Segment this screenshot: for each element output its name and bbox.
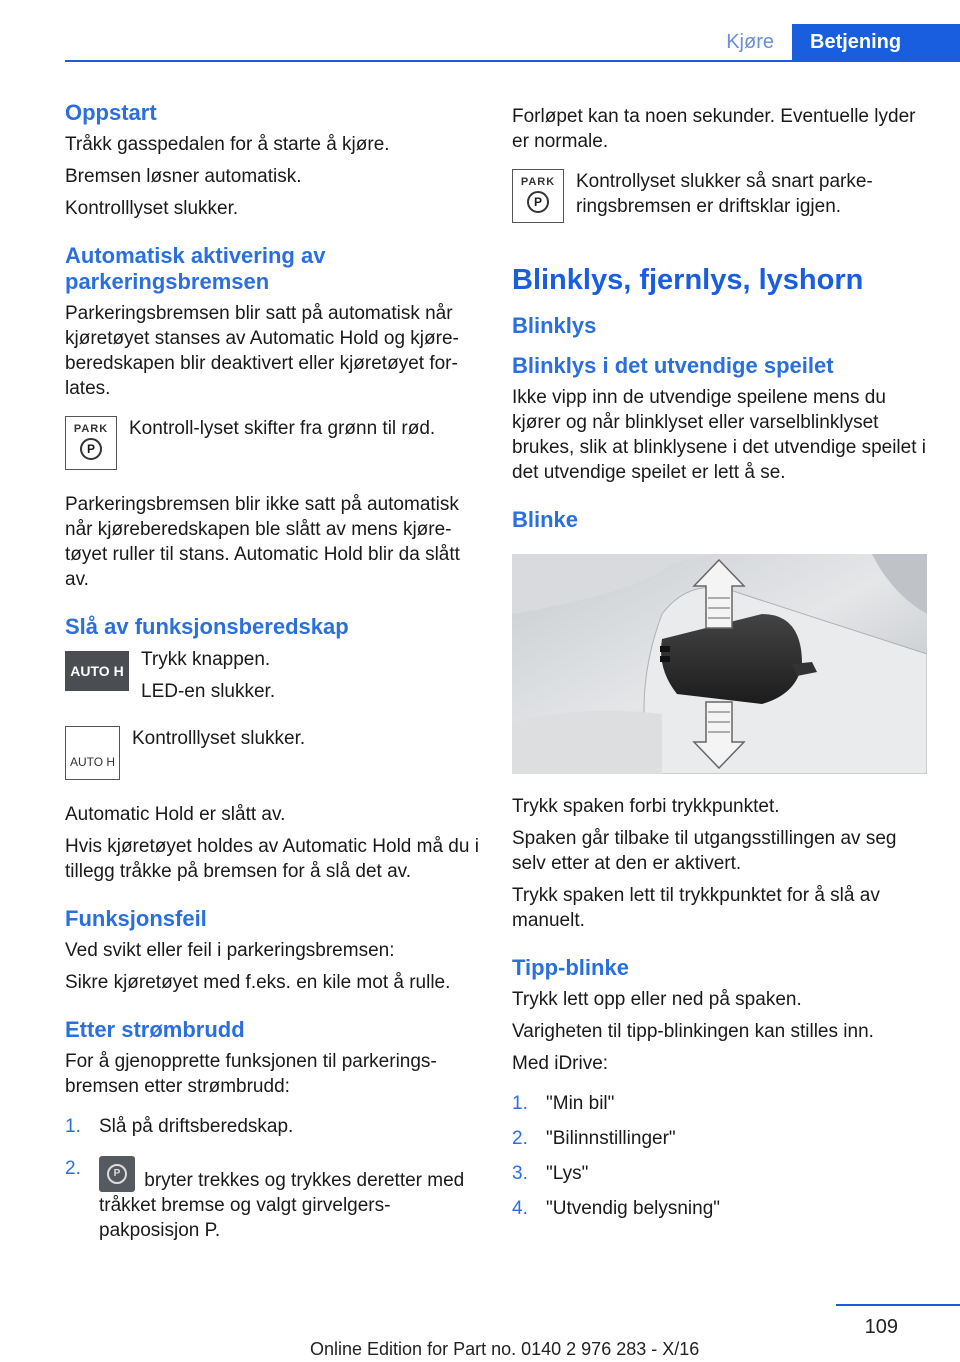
paragraph: Med iDrive: — [512, 1053, 609, 1074]
list-number: 3. — [512, 1163, 528, 1184]
list-number: 4. — [512, 1198, 528, 1219]
paragraph: Forløpet kan ta noen sekunder. Eventuelle lyder er normale. — [512, 106, 916, 152]
paragraph: Hvis kjøretøyet holdes av Automatic Hold må du i tillegg tråkke på bremsen for å slå det av. — [65, 836, 479, 882]
paragraph: Trykk knappen. — [141, 649, 271, 670]
list-item — [65, 1156, 480, 1243]
tab-kjore[interactable]: Kjøre — [726, 31, 774, 53]
autoh-indicator-row — [65, 726, 480, 780]
heading-funksjonsfeil: Funksjonsfeil — [65, 906, 207, 931]
park-brake-icon — [65, 416, 117, 470]
list-text-with-icon — [99, 1156, 480, 1243]
park-icon-label: PARK — [73, 423, 109, 435]
paragraph: Parkeringsbremsen blir ikke satt på automatisk når kjøreberedskapen ble slått av mens kjøretøyet ruller til stans. Automatic Hold blir da slått av. — [65, 494, 460, 590]
list-text: "Bilinnstillinger" — [546, 1128, 676, 1149]
paragraph: Automatic Hold er slått av. — [65, 804, 286, 825]
turn-signal-lever-illustration — [512, 554, 927, 774]
list-number: 1. — [65, 1116, 81, 1137]
paragraph: Tråkk gasspedalen for å starte å kjøre. — [65, 134, 390, 155]
heading-blinke: Blinke — [512, 507, 579, 532]
paragraph: Trykk spaken forbi trykkpunktet. — [512, 796, 780, 817]
auto-h-button-icon — [65, 651, 129, 691]
page-number: 109 — [864, 1316, 898, 1338]
park-icon-p: P — [80, 438, 102, 460]
auto-h-indicator-label: AUTO H — [65, 726, 120, 780]
footer-edition: Online Edition for Part no. 0140 2 976 283 - X/16 — [310, 1339, 700, 1359]
paragraph: Ikke vipp inn de utvendige speilene mens du kjører og når blinklyset eller varselblinklyset brukes, slik at blinklysene i det utvendige speilet i det utvendige speilet er lett å se. — [512, 387, 927, 483]
paragraph: Sikre kjøretøyet med f.eks. en kile mot å rulle. — [65, 972, 451, 993]
park-icon-p: P — [527, 191, 549, 213]
list-text: "Lys" — [546, 1163, 589, 1184]
heading-automatisk-aktivering: Automatisk aktivering av parkeringsbremsen — [65, 243, 326, 294]
heading-oppstart: Oppstart — [65, 100, 157, 125]
left-column — [65, 100, 480, 1253]
auto-h-label: AUTO H — [65, 651, 129, 691]
list-item — [512, 1126, 927, 1151]
autoh-button-row — [65, 647, 480, 704]
list-text: "Utvendig belysning" — [546, 1198, 721, 1219]
list-item — [512, 1196, 927, 1221]
paragraph: For å gjenopprette funksjonen til parkeringsbremsen etter strømbrudd: — [65, 1051, 437, 1097]
parking-brake-switch-icon — [99, 1156, 135, 1192]
list-number: 2. — [65, 1158, 81, 1179]
parking-brake-p-glyph: P — [107, 1164, 127, 1184]
heading-tipp-blinke: Tipp-blinke — [512, 955, 629, 980]
park-indicator-row-2 — [512, 169, 927, 223]
header-tabs — [726, 24, 960, 62]
list-item — [65, 1114, 480, 1139]
list-item — [512, 1091, 927, 1116]
list-item — [512, 1161, 927, 1186]
paragraph: Trykk spaken lett til trykkpunktet for å slå av manuelt. — [512, 885, 880, 931]
tab-betjening[interactable]: Betjening — [792, 24, 960, 62]
paragraph: Spaken går tilbake til utgangsstillingen av seg selv etter at den er aktivert. — [512, 828, 897, 874]
heading-blinklys: Blinklys — [512, 313, 597, 338]
heading-blinklys-speilet: Blinklys i det utvendige speilet — [512, 353, 834, 378]
list-text: "Min bil" — [546, 1093, 615, 1114]
paragraph: LED-en slukker. — [141, 681, 276, 702]
header-rule — [65, 60, 960, 62]
park-indicator-row — [65, 416, 480, 470]
paragraph: Ved svikt eller feil i parkeringsbremsen: — [65, 940, 395, 961]
heading-blinklys-fjernlys: Blinklys, fjernlys, lyshorn — [512, 264, 864, 296]
paragraph: Kontroll-lyset skifter fra grønn til rød. — [129, 418, 436, 439]
paragraph: Trykk lett opp eller ned på spaken. — [512, 989, 802, 1010]
auto-h-indicator-icon — [65, 726, 120, 780]
heading-etter-strombrudd: Etter strømbrudd — [65, 1017, 245, 1042]
footer-rule — [836, 1304, 960, 1306]
paragraph: Kontrolllyset slukker. — [65, 198, 239, 219]
paragraph: Kontrollyset slukker så snart parkeringsbremsen er driftsklar igjen. — [576, 171, 873, 217]
paragraph: Bremsen løsner automatisk. — [65, 166, 302, 187]
paragraph: Kontrolllyset slukker. — [132, 728, 306, 749]
park-icon-label: PARK — [520, 176, 556, 188]
list-text: bryter trekkes og trykkes deretter med tråkket bremse og valgt girvelgerspakposisjon P. — [99, 1170, 465, 1241]
list-text: Slå på driftsberedskap. — [99, 1116, 294, 1137]
paragraph: Varigheten til tipp-blinkingen kan stilles inn. — [512, 1021, 874, 1042]
heading-sla-av: Slå av funksjonsberedskap — [65, 614, 349, 639]
park-brake-icon — [512, 169, 564, 223]
paragraph: Parkeringsbremsen blir satt på automatisk når kjøretøyet stanses av Automatic Hold og kjøreberedskapen blir deaktivert eller kjøretøyet forlates. — [65, 303, 459, 399]
right-column — [512, 100, 927, 1231]
list-number: 1. — [512, 1093, 528, 1114]
list-number: 2. — [512, 1128, 528, 1149]
